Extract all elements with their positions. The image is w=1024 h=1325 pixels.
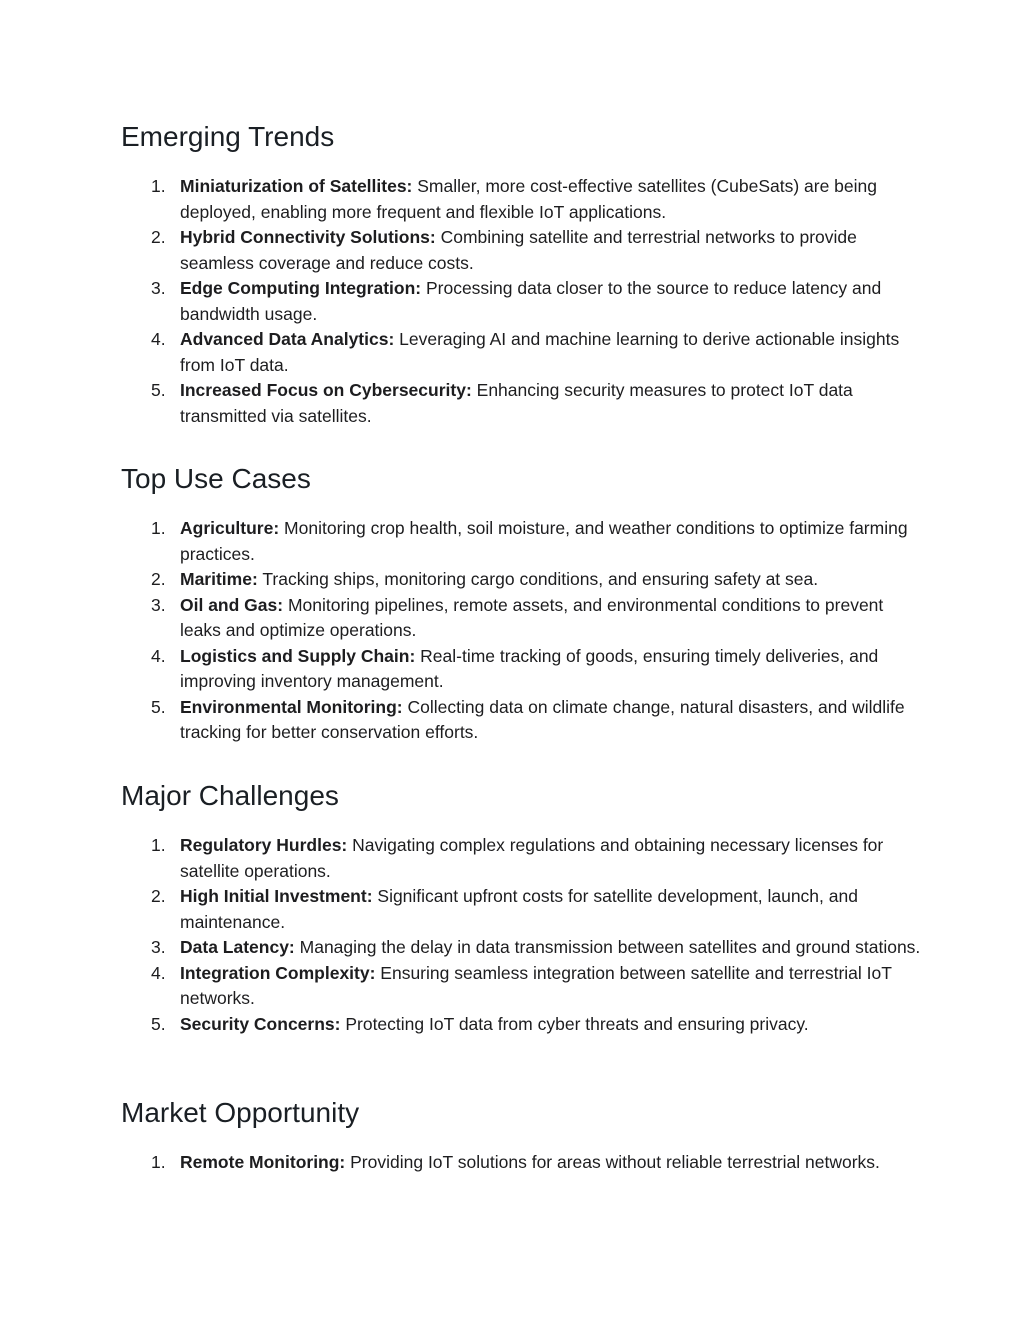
item-text: Tracking ships, monitoring cargo conditions, and ensuring safety at sea. [257,569,819,589]
list-number: 5. [151,696,166,717]
list-item [121,516,921,567]
list-item [121,593,921,644]
item-text: Significant upfront costs for satellite development, launch, and maintenance. [180,886,858,932]
item-text: Smaller, more cost-effective satellites (CubeSats) are being deployed, enabling more frequent and flexible IoT applications. [180,176,877,222]
list-number: 4. [151,645,166,666]
item-text: Enhancing security measures to protect IoT data transmitted via satellites. [180,380,853,426]
item-term: High Initial Investment: [180,886,373,906]
list-number: 3. [151,937,166,957]
section-major-challenges [121,779,921,1037]
list-number: 1. [151,1152,166,1172]
section-heading: Top Use Cases [121,463,311,494]
list-number: 3. [151,594,166,615]
list-item [121,327,921,378]
list-item [121,567,921,593]
section-market-opportunity [121,1096,921,1176]
item-term: Logistics and Supply Chain: [180,645,416,666]
list-number: 3. [151,278,166,298]
item-text: Leveraging AI and machine learning to derive actionable insights from IoT data. [180,329,900,375]
list-item [121,174,921,225]
item-term: Data Latency: [180,937,295,957]
list-number: 4. [151,329,166,349]
item-term: Advanced Data Analytics: [180,329,395,349]
list-number: 5. [151,380,166,400]
item-term: Edge Computing Integration: [180,278,422,298]
item-term: Environmental Monitoring: [180,696,403,717]
item-text: Providing IoT solutions for areas without reliable terrestrial networks. [345,1152,880,1172]
section-heading: Market Opportunity [121,1097,360,1128]
item-term: Agriculture: [180,518,280,538]
item-text: Managing the delay in data transmission between satellites and ground stations. [294,937,921,957]
item-term: Regulatory Hurdles: [180,835,348,855]
item-text: Monitoring pipelines, remote assets, and environmental conditions to prevent leaks and optimize operations. [180,594,884,640]
item-text: Real-time tracking of goods, ensuring timely deliveries, and improving inventory management. [180,645,879,691]
item-term: Oil and Gas: [180,594,284,615]
section-heading: Major Challenges [121,780,339,811]
list-item [121,276,921,327]
list-number: 4. [151,962,166,983]
list-number: 1. [151,176,166,196]
item-text: Monitoring crop health, soil moisture, and weather conditions to optimize farming practices. [180,518,908,564]
item-term: Remote Monitoring: [180,1152,346,1172]
list-number: 2. [151,886,166,906]
section-heading: Emerging Trends [121,121,335,152]
item-text: Protecting IoT data from cyber threats and ensuring privacy. [340,1013,809,1034]
list-item [121,1150,921,1176]
list-item [121,378,921,429]
list-item [121,1012,921,1038]
list-item [121,225,921,276]
list-number: 2. [151,227,166,247]
item-term: Hybrid Connectivity Solutions: [180,227,436,247]
item-text: Processing data closer to the source to reduce latency and bandwidth usage. [180,278,882,324]
item-term: Maritime: [180,569,258,589]
item-text: Navigating complex regulations and obtaining necessary licenses for satellite operations. [180,835,884,881]
item-text: Combining satellite and terrestrial networks to provide seamless coverage and reduce costs. [180,227,857,273]
list-item [121,935,921,961]
item-text: Collecting data on climate change, natural disasters, and wildlife tracking for better conservation efforts. [180,696,905,742]
numbered-list [121,516,921,746]
item-text: Ensuring seamless integration between satellite and terrestrial IoT networks. [180,962,892,1008]
list-item [121,695,921,746]
section-emerging-trends [121,120,921,429]
list-number: 2. [151,569,166,589]
item-term: Miniaturization of Satellites: [180,176,413,196]
list-number: 1. [151,518,166,538]
list-item [121,961,921,1012]
section-top-use-cases [121,462,921,746]
list-item [121,644,921,695]
list-number: 1. [151,835,166,855]
numbered-list [121,1150,921,1176]
numbered-list [121,174,921,429]
item-term: Security Concerns: [180,1013,341,1034]
list-item [121,833,921,884]
item-term: Integration Complexity: [180,962,376,983]
numbered-list [121,833,921,1037]
list-item [121,884,921,935]
item-term: Increased Focus on Cybersecurity: [180,380,472,400]
list-number: 5. [151,1013,166,1034]
